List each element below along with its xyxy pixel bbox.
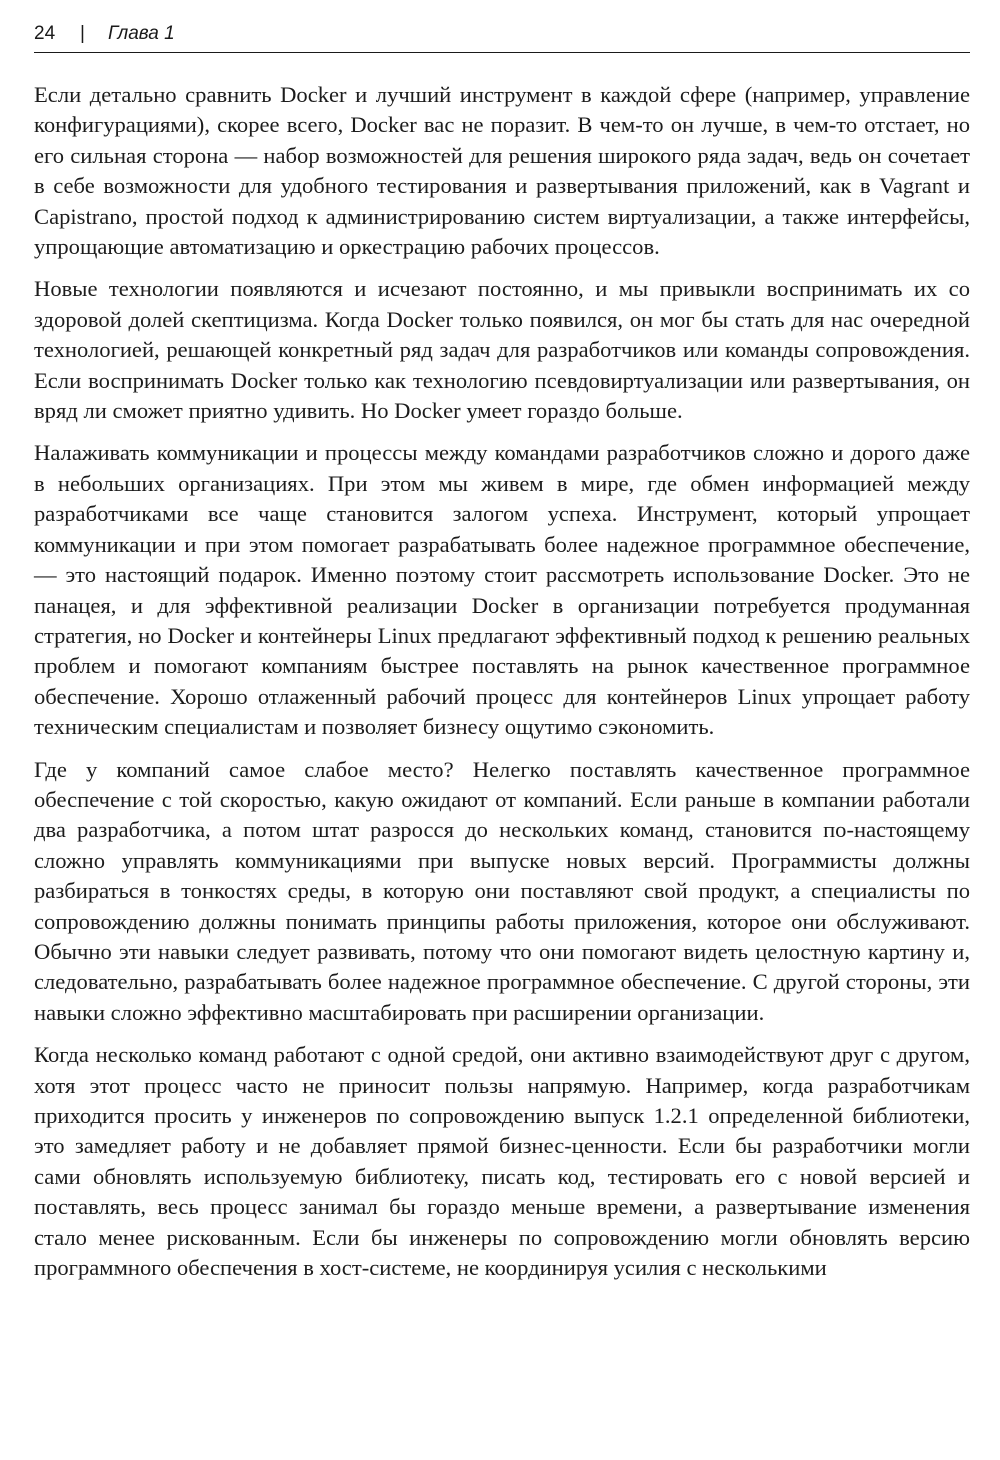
paragraph: Если детально сравнить Docker и лучший инструмент в каждой сфере (например, управление конфигурациями), скорее всего, Docker вас не поразит. В чем-то он лучше, в чем-то отстает, но его сильная сторона — набор возможностей для решения широкого ряда задач, ведь он сочетает в себе возможности для удобного тестирования и развертывания приложений, как в Vagrant и Capistrano, простой подход к администрированию систем виртуализации, а также интерфейсы, упрощающие автоматизацию и оркестрацию рабочих процессов. xyxy=(34,82,970,260)
body-text xyxy=(34,80,970,1295)
paragraph: Когда несколько команд работают с одной средой, они активно взаимодействуют друг с другом, хотя этот процесс часто не приносит пользы напрямую. Например, когда разработчикам приходится просить у инженеров по сопровождению выпуск 1.2.1 определенной библиотеки, это замедляет работу и не добавляет прямой бизнес-ценности. Если бы разработчики могли сами обновлять используемую библиотеку, писать код, тестировать его с новой версией и поставлять, весь процесс занимал бы гораздо меньше времени, а развертывание изменения стало менее рискованным. Если бы инженеры по сопровождению могли обновлять версию программного обеспечения в хост-системе, не координируя усилия с несколькими xyxy=(34,1042,970,1281)
header-separator: | xyxy=(80,23,85,44)
paragraph: Где у компаний самое слабое место? Нелегко поставлять качественное программное обеспечение с той скоростью, какую ожидают от компаний. Если раньше в компании работали два разработчика, а потом штат разросся до нескольких команд, становится по-настоящему сложно управлять коммуникациями при выпуске новых версий. Программисты должны разбираться в тонкостях среды, в которую они поставляют свой продукт, а специалисты по сопровождению должны понимать принципы работы приложения, которое они обслуживают. Обычно эти навыки следует развивать, потому что они помогают видеть целостную картину и, следовательно, разрабатывать более надежное программное обеспечение. С другой стороны, эти навыки сложно эффективно масштабировать при расширении организации. xyxy=(34,756,970,1025)
chapter-title: Глава 1 xyxy=(108,23,175,44)
paragraph: Новые технологии появляются и исчезают постоянно, и мы привыкли воспринимать их со здоровой долей скептицизма. Когда Docker только появился, он мог бы стать для нас очередной технологией, решающей конкретный ряд задач для разработчиков или команды сопровождения. Если воспринимать Docker только как технологию псевдовиртуализации или развертывания, он вряд ли сможет приятно удивить. Но Docker умеет гораздо больше. xyxy=(34,276,970,424)
book-page xyxy=(34,0,970,1460)
paragraph: Налаживать коммуникации и процессы между командами разработчиков сложно и дорого даже в небольших организациях. При этом мы живем в мире, где обмен информацией между разработчиками все чаще становится залогом успеха. Инструмент, который упрощает коммуникации и при этом помогает разрабатывать более надежное программное обеспечение, — это настоящий подарок. Именно поэтому стоит рассмотреть использование Docker. Это не панацея, и для эффективной реализации Docker в организации потребуется продуманная стратегия, но Docker и контейнеры Linux предлагают эффективный подход к решению реальных проблем и помогают компаниям быстрее поставлять на рынок качественное программное обеспечение. Хорошо отлаженный рабочий процесс для контейнеров Linux упрощает работу техническим специалистам и позволяет бизнесу ощутимо сэкономить. xyxy=(34,440,970,740)
page-number: 24 xyxy=(34,23,56,44)
running-header xyxy=(34,22,970,53)
